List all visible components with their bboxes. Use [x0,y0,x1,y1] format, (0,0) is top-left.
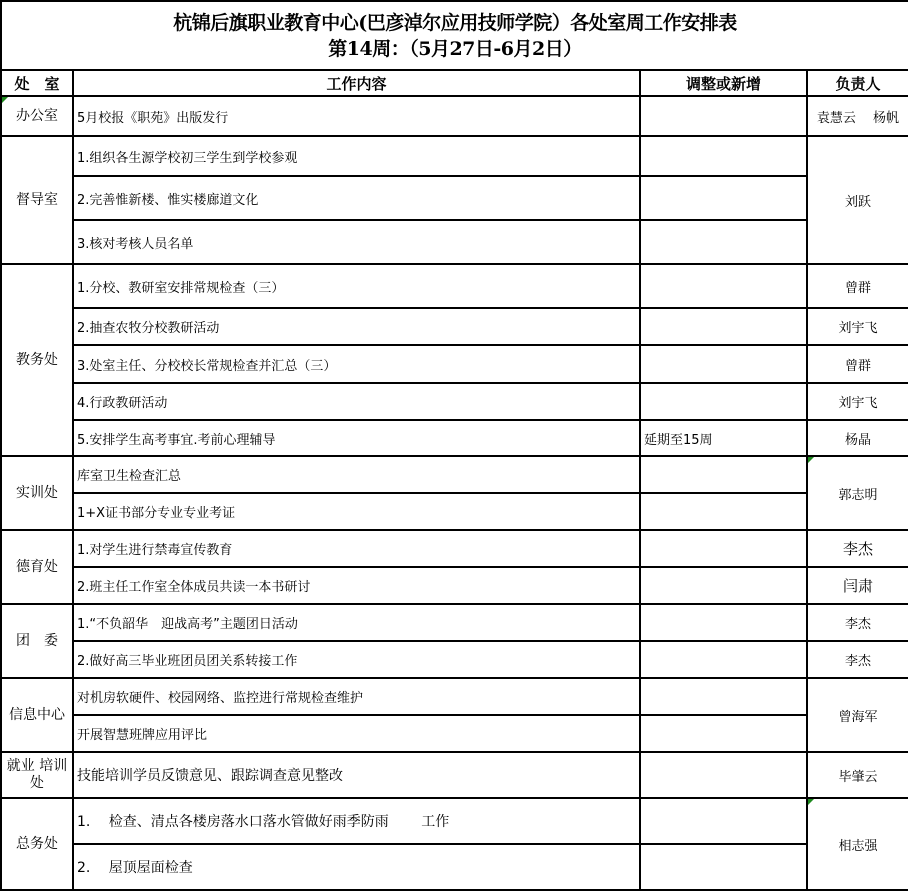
header-task[interactable]: 工作内容 [73,70,640,96]
adjust-cell[interactable] [640,604,807,641]
table-row [1,798,908,844]
table-row [1,308,908,345]
owner-cell[interactable]: 曾群 [807,345,908,383]
table-row [1,176,908,220]
table-row [1,220,908,264]
dept-cell-league[interactable]: 团 委 [1,604,73,678]
header-row [1,70,908,96]
owner-name: 相志强 [838,838,878,854]
task-cell[interactable]: 库室卫生检查汇总 [73,456,640,493]
adjust-cell[interactable] [640,641,807,678]
adjust-cell[interactable] [640,345,807,383]
header-dept[interactable]: 处 室 [1,70,73,96]
dept-cell-info[interactable]: 信息中心 [1,678,73,752]
owner-cell[interactable]: 毕肇云 [807,752,908,798]
task-cell[interactable]: 开展智慧班牌应用评比 [73,715,640,752]
adjust-cell[interactable] [640,493,807,530]
adjust-cell[interactable] [640,844,807,890]
sheet-title: 杭锦后旗职业教育中心(巴彦淖尔应用技师学院）各处室周工作安排表 [173,11,737,34]
owner-cell[interactable]: 刘跃 [807,136,908,264]
task-cell[interactable]: 5月校报《职苑》出版发行 [73,96,640,136]
adjust-cell[interactable] [640,798,807,844]
owner-cell[interactable]: 李杰 [807,604,908,641]
owner-cell[interactable]: 闫肃 [807,567,908,604]
table-row [1,420,908,456]
task-cell[interactable]: 技能培训学员反馈意见、跟踪调查意见整改 [73,752,640,798]
owner-cell[interactable]: 李杰 [807,530,908,567]
header-owner[interactable]: 负责人 [807,70,908,96]
adjust-cell[interactable] [640,715,807,752]
task-cell[interactable]: 1.组织各生源学校初三学生到学校参观 [73,136,640,176]
table-row [1,530,908,567]
table-row [1,752,908,798]
dept-cell-moral[interactable]: 德育处 [1,530,73,604]
dept-label: 办公室 [16,107,58,124]
task-cell[interactable]: 1.“不负韶华 迎战高考”主题团日活动 [73,604,640,641]
dept-cell-office[interactable] [1,96,73,136]
task-cell[interactable]: 1+X证书部分专业专业考证 [73,493,640,530]
table-row [1,604,908,641]
task-cell[interactable]: 3.核对考核人员名单 [73,220,640,264]
owner-cell[interactable] [807,456,908,530]
table-row [1,136,908,176]
title-cell[interactable] [1,1,908,70]
table-row [1,264,908,308]
task-cell[interactable]: 2.抽查农牧分校教研活动 [73,308,640,345]
task-cell[interactable]: 4.行政教研活动 [73,383,640,420]
owner-cell[interactable]: 刘宇飞 [807,308,908,345]
table-row [1,678,908,715]
error-indicator-icon [2,97,8,103]
owner-cell[interactable] [807,798,908,890]
task-cell[interactable]: 1.对学生进行禁毒宣传教育 [73,530,640,567]
error-indicator-icon [808,799,814,805]
adjust-cell[interactable] [640,383,807,420]
owner-cell[interactable]: 曾海军 [807,678,908,752]
dept-cell-general[interactable]: 总务处 [1,798,73,890]
adjust-cell[interactable] [640,456,807,493]
task-cell[interactable]: 2.完善惟新楼、惟实楼廊道文化 [73,176,640,220]
task-cell[interactable]: 2. 屋顶屋面检查 [73,844,640,890]
adjust-cell[interactable] [640,752,807,798]
adjust-cell[interactable] [640,308,807,345]
dept-cell-training[interactable]: 实训处 [1,456,73,530]
table-row [1,715,908,752]
owner-cell[interactable]: 袁慧云 杨帆 [807,96,908,136]
adjust-cell[interactable] [640,530,807,567]
owner-name: 郭志明 [838,487,878,503]
dept-cell-academic[interactable]: 教务处 [1,264,73,456]
owner-cell[interactable]: 杨晶 [807,420,908,456]
table-row [1,96,908,136]
week-subtitle: 第14周：（5月27日-6月2日） [328,37,582,60]
adjust-cell[interactable] [640,220,807,264]
adjust-cell[interactable] [640,136,807,176]
task-cell[interactable]: 对机房软硬件、校园网络、监控进行常规检查维护 [73,678,640,715]
error-indicator-icon [808,457,814,463]
table-row [1,567,908,604]
dept-cell-employment[interactable]: 就业 培训处 [1,752,73,798]
table-row [1,844,908,890]
task-cell[interactable]: 5.安排学生高考事宜.考前心理辅导 [73,420,640,456]
adjust-cell[interactable] [640,176,807,220]
adjust-cell[interactable] [640,264,807,308]
task-cell[interactable]: 3.处室主任、分校校长常规检查并汇总（三） [73,345,640,383]
adjust-cell[interactable] [640,678,807,715]
table-row [1,383,908,420]
adjust-cell[interactable] [640,567,807,604]
header-adjust[interactable]: 调整或新增 [640,70,807,96]
task-cell[interactable]: 2.做好高三毕业班团员团关系转接工作 [73,641,640,678]
task-cell[interactable]: 1.分校、教研室安排常规检查（三） [73,264,640,308]
dept-cell-supervision[interactable]: 督导室 [1,136,73,264]
table-row [1,641,908,678]
table-row [1,456,908,493]
adjust-cell[interactable]: 延期至15周 [640,420,807,456]
owner-cell[interactable]: 李杰 [807,641,908,678]
owner-cell[interactable]: 刘宇飞 [807,383,908,420]
table-row [1,493,908,530]
task-cell[interactable]: 1. 检查、清点各楼房落水口落水管做好雨季防雨 工作 [73,798,640,844]
adjust-cell[interactable] [640,96,807,136]
table-row [1,345,908,383]
owner-cell[interactable]: 曾群 [807,264,908,308]
task-cell[interactable]: 2.班主任工作室全体成员共读一本书研讨 [73,567,640,604]
